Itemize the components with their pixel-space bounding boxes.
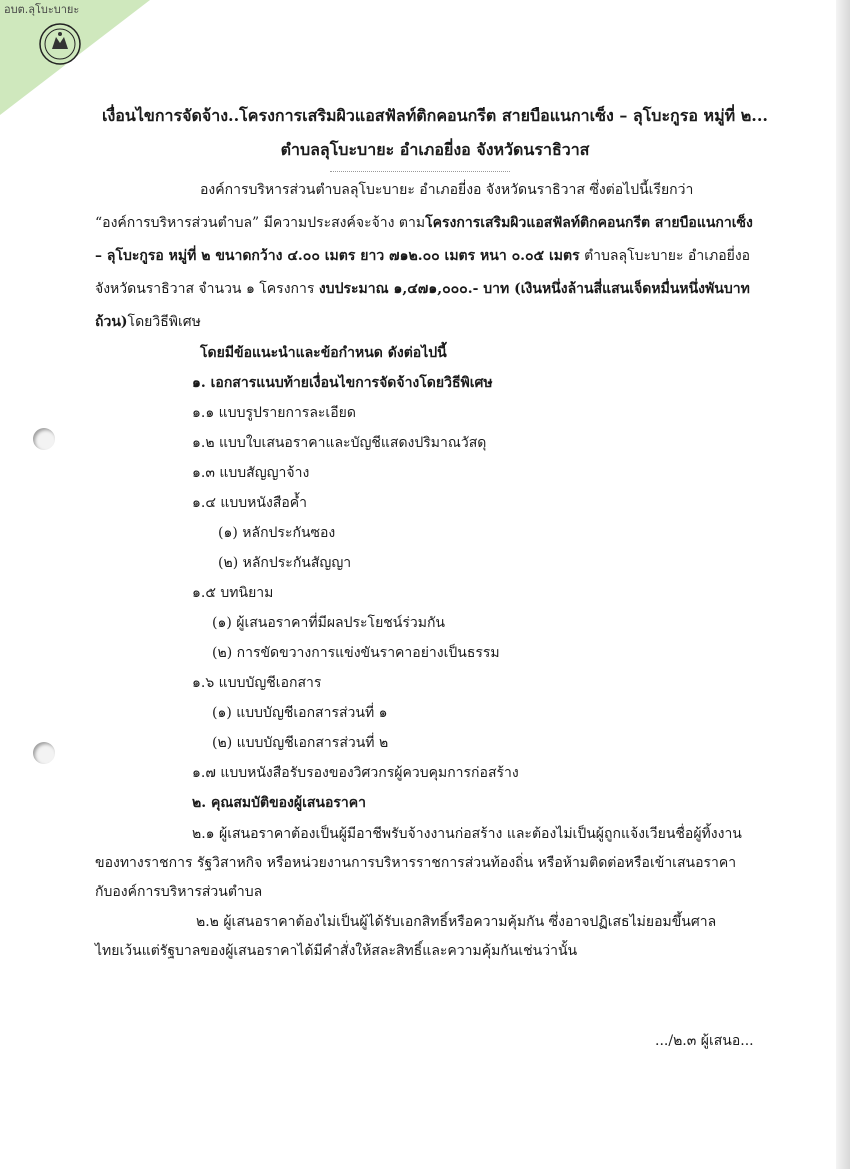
intro-line-2 bbox=[95, 213, 753, 233]
intro-text: “องค์การบริหารส่วนตำบล” มีความประสงค์จะจ้าง ตาม bbox=[95, 215, 426, 231]
budget-amount: งบประมาณ ๑,๔๗๑,๐๐๐.- บาท (เงินหนึ่งล้านสี่แสนเจ็ดหมื่นหนึ่งพันบาท bbox=[318, 281, 750, 297]
item-2-1-line-3: กับองค์การบริหารส่วนตำบล bbox=[95, 884, 263, 900]
intro-line-1: องค์การบริหารส่วนตำบลลุโบะบายะ อำเภอยี่งอ จังหวัดนราธิวาส ซึ่งต่อไปนี้เรียกว่า bbox=[200, 182, 694, 198]
section-2-heading: ๒. คุณสมบัติของผู้เสนอราคา bbox=[192, 795, 367, 811]
section-1-heading: ๑. เอกสารแนบท้ายเงื่อนไขการจัดจ้างโดยวิธีพิเศษ bbox=[192, 375, 493, 391]
document-title: เงื่อนไขการจัดจ้าง..โครงการเสริมผิวแอสฟัลท์ติกคอนกรีต สายบือแนกาเซ็ง – ลุโบะกูรอ หมู่ที่ ๒... bbox=[102, 106, 768, 125]
item-1-3: ๑.๓ แบบสัญญาจ้าง bbox=[192, 465, 310, 481]
item-1-6-1: (๑) แบบบัญชีเอกสารส่วนที่ ๑ bbox=[212, 705, 388, 721]
item-1-1: ๑.๑ แบบรูปรายการละเอียด bbox=[192, 405, 356, 421]
intro-location: ตำบลลุโบะบายะ อำเภอยี่งอ bbox=[579, 248, 751, 264]
item-2-2-line-2: ไทยเว้นแต่รัฐบาลของผู้เสนอราคาได้มีคำสั่งให้สละสิทธิ์และความคุ้มกันเช่นว่านั้น bbox=[95, 943, 578, 959]
punch-hole-top bbox=[33, 428, 55, 450]
punch-hole-bottom bbox=[33, 742, 55, 764]
procurement-method: โดยวิธีพิเศษ bbox=[127, 314, 201, 330]
official-seal-icon bbox=[38, 22, 82, 66]
budget-amount-end: ถ้วน) bbox=[95, 314, 128, 330]
item-1-6: ๑.๖ แบบบัญชีเอกสาร bbox=[192, 675, 322, 691]
continuation-marker: .../๒.๓ ผู้เสนอ... bbox=[655, 1033, 754, 1049]
intro-quantity: จังหวัดนราธิวาส จำนวน ๑ โครงการ bbox=[95, 281, 319, 297]
title-divider bbox=[330, 171, 510, 172]
item-1-7: ๑.๗ แบบหนังสือรับรองของวิศวกรผู้ควบคุมการก่อสร้าง bbox=[192, 765, 519, 781]
item-2-1-line-2: ของทางราชการ รัฐวิสาหกิจ หรือหน่วยงานการบริหารราชการส่วนท้องถิ่น หรือห้ามติดต่อหรือเข้าเสนอราคา bbox=[95, 855, 737, 871]
project-size: – ลุโบะกูรอ หมู่ที่ ๒ ขนาดกว้าง ๔.๐๐ เมตร ยาว ๗๑๒.๐๐ เมตร หนา ๐.๐๕ เมตร bbox=[95, 248, 580, 264]
item-1-5: ๑.๕ บทนิยาม bbox=[192, 585, 274, 601]
project-name: โครงการเสริมผิวแอสฟัลท์ติกคอนกรีต สายบือแนกาเซ็ง bbox=[425, 215, 753, 231]
item-1-5-2: (๒) การขัดขวางการแข่งขันราคาอย่างเป็นธรรม bbox=[212, 645, 500, 661]
item-2-2-line-1: ๒.๒ ผู้เสนอราคาต้องไม่เป็นผู้ได้รับเอกสิทธิ์หรือความคุ้มกัน ซึ่งอาจปฏิเสธไม่ยอมขึ้นศาล bbox=[196, 914, 717, 930]
intro-line-4 bbox=[95, 279, 750, 299]
intro-line-5 bbox=[95, 312, 201, 332]
item-1-5-1: (๑) ผู้เสนอราคาที่มีผลประโยชน์ร่วมกัน bbox=[212, 615, 445, 631]
item-1-4-2: (๒) หลักประกันสัญญา bbox=[218, 555, 352, 571]
document-subtitle: ตำบลลุโบะบายะ อำเภอยี่งอ จังหวัดนราธิวาส bbox=[280, 140, 590, 159]
intro-line-3 bbox=[95, 246, 750, 266]
corner-label: อบต.ลุโบะบายะ bbox=[4, 3, 80, 16]
page-edge-shadow bbox=[836, 0, 850, 1169]
guidelines-heading: โดยมีข้อแนะนำและข้อกำหนด ดังต่อไปนี้ bbox=[200, 345, 447, 361]
item-1-2: ๑.๒ แบบใบเสนอราคาและบัญชีแสดงปริมาณวัสดุ bbox=[192, 435, 487, 451]
item-1-6-2: (๒) แบบบัญชีเอกสารส่วนที่ ๒ bbox=[212, 735, 389, 751]
item-1-4-1: (๑) หลักประกันซอง bbox=[218, 525, 336, 541]
item-1-4: ๑.๔ แบบหนังสือค้ำ bbox=[192, 495, 307, 511]
item-2-1-line-1: ๒.๑ ผู้เสนอราคาต้องเป็นผู้มีอาชีพรับจ้างงานก่อสร้าง และต้องไม่เป็นผู้ถูกแจ้งเวียนชื่อผู้ทิ้งงาน bbox=[192, 826, 742, 842]
